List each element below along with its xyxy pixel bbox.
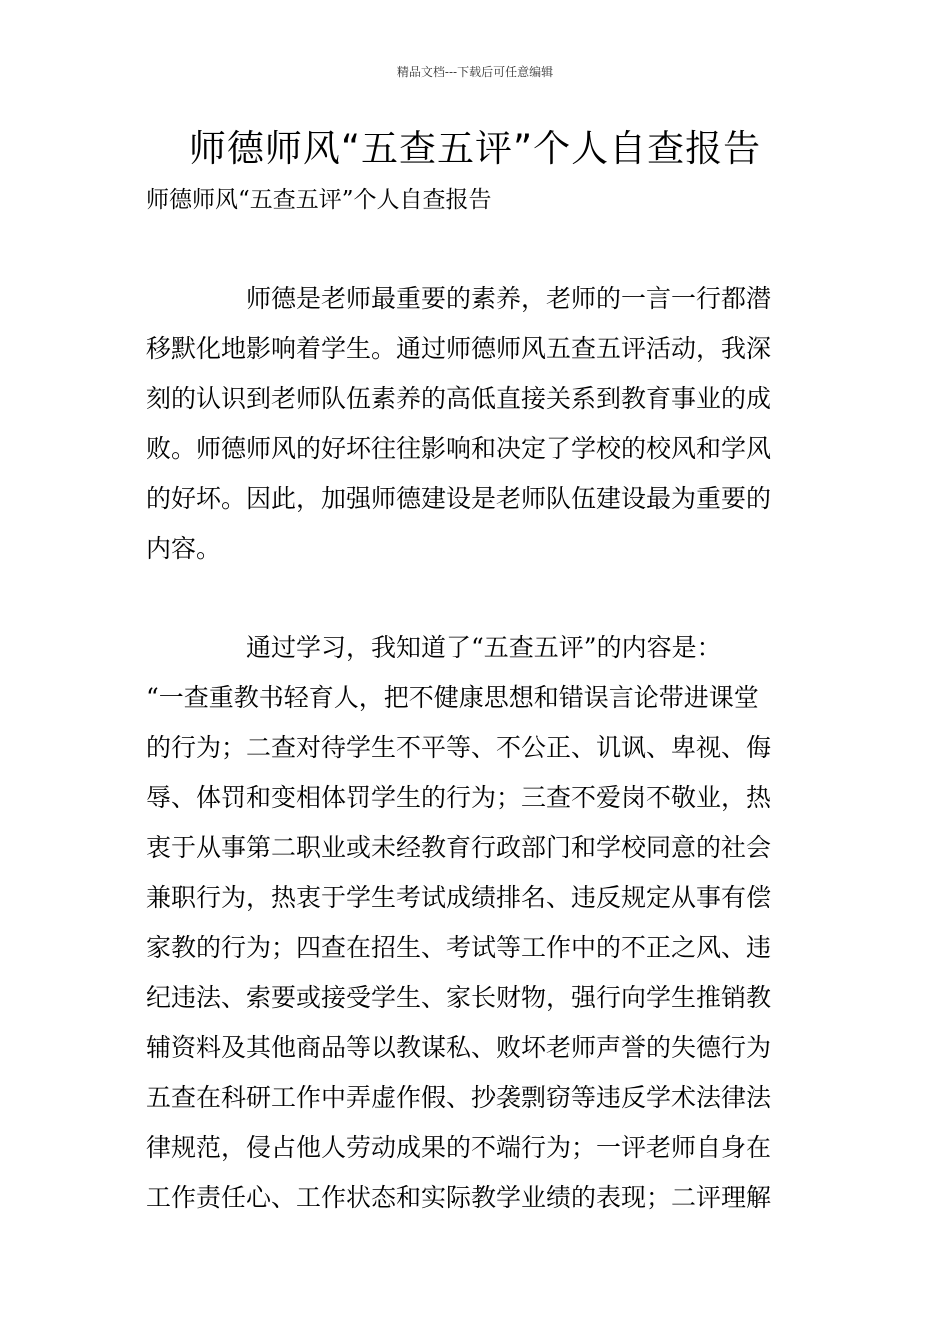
paragraph-line: 刻的认识到老师队伍素养的高低直接关系到教育事业的成 (146, 384, 772, 413)
paragraph-line: “一查重教书轻育人，把不健康思想和错误言论带进课堂 (146, 683, 759, 712)
paragraph-line: 败。师德师风的好坏往往影响和决定了学校的校风和学风 (146, 434, 772, 463)
document-subtitle: 师德师风“五查五评”个人自查报告 (146, 187, 492, 213)
paragraph-line: 的好坏。因此，加强师德建设是老师队伍建设最为重要的 (146, 484, 772, 513)
paragraph-line: 通过学习，我知道了“五查五评”的内容是： (146, 633, 722, 662)
paragraph-line: 衷于从事第二职业或未经教育行政部门和学校同意的社会 (146, 833, 772, 862)
paragraph-line: 纪违法、索要或接受学生、家长财物，强行向学生推销教 (146, 983, 772, 1012)
paragraph-line: 辅资料及其他商品等以教谋私、败坏老师声誉的失德行为 (146, 1033, 772, 1062)
paragraph-line: 辱、体罚和变相体罚学生的行为；三查不爱岗不敬业，热 (146, 783, 772, 812)
paragraph-line: 兼职行为，热衷于学生考试成绩排名、违反规定从事有偿 (146, 883, 772, 912)
paragraph-intro (146, 274, 806, 574)
paragraph-line: 律规范，侵占他人劳动成果的不端行为；一评老师自身在 (146, 1133, 772, 1162)
paragraph-line: 五查在科研工作中弄虚作假、抄袭剽窃等违反学术法律法 (146, 1083, 772, 1112)
paragraph-line: 的行为；二查对待学生不平等、不公正、讥讽、卑视、侮 (146, 733, 772, 762)
paragraph-line: 师德是老师最重要的素养，老师的一言一行都潜 (146, 284, 772, 313)
document-title: 师德师风“五查五评”个人自查报告 (188, 127, 762, 170)
page-header: 精品文档---下载后可任意编辑 (396, 65, 554, 79)
paragraph-line: 工作责任心、工作状态和实际教学业绩的表现；二评理解 (146, 1183, 772, 1212)
paragraph-line: 家教的行为；四查在招生、考试等工作中的不正之风、违 (146, 933, 772, 962)
paragraph-line: 内容。 (146, 534, 222, 563)
paragraph-line: 移默化地影响着学生。通过师德师风五查五评活动，我深 (146, 334, 772, 363)
paragraph-five-checks (146, 623, 806, 1223)
